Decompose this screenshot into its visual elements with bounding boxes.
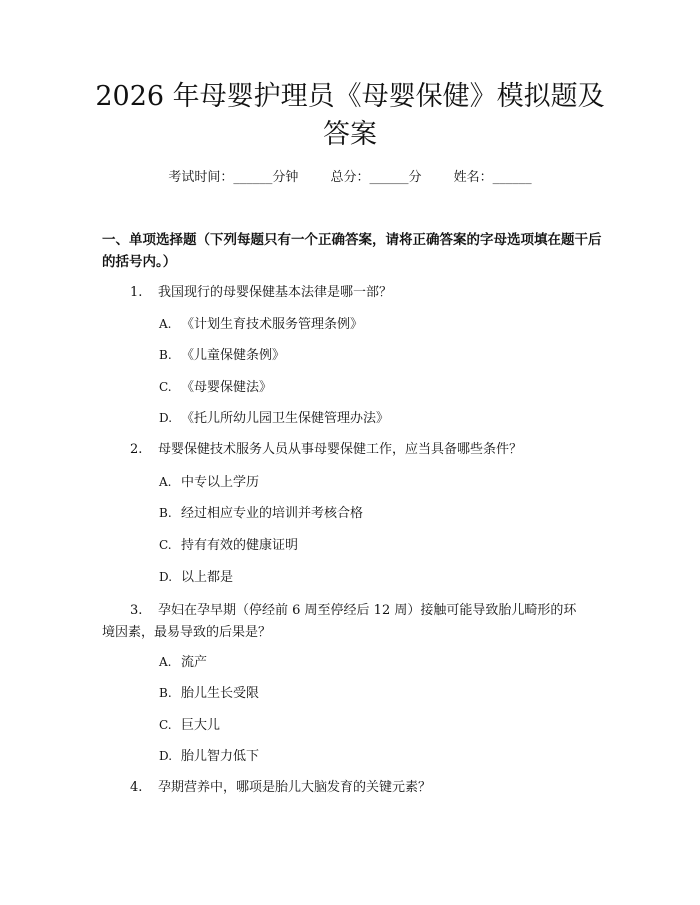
option-text: 胎儿生长受限	[181, 686, 260, 701]
option-3b	[159, 683, 599, 704]
option-text: 《计划生育技术服务管理条例》	[181, 317, 364, 332]
question-text: 孕期营养中，哪项是胎儿大脑发育的关键元素？	[158, 780, 432, 795]
question-text: 我国现行的母婴保健基本法律是哪一部？	[158, 285, 393, 300]
name-field: 姓名：______	[453, 170, 532, 185]
question-2	[130, 439, 610, 461]
question-number: 1.	[130, 285, 143, 300]
option-text: 《母婴保健法》	[181, 380, 273, 395]
question-text: 母婴保健技术服务人员从事母婴保健工作，应当具备哪些条件？	[158, 442, 523, 457]
question-1	[130, 282, 610, 304]
question-number: 2.	[130, 442, 143, 457]
option-letter: B.	[159, 506, 172, 520]
option-3d	[159, 746, 599, 767]
option-2b	[159, 503, 599, 524]
question-4	[130, 777, 610, 799]
option-1b	[159, 345, 599, 366]
option-text: 流产	[181, 655, 208, 670]
option-2c	[159, 535, 599, 556]
option-letter: D.	[159, 570, 173, 584]
option-letter: A.	[159, 475, 172, 489]
question-3-line1	[130, 600, 610, 622]
option-text: 经过相应专业的培训并考核合格	[181, 506, 364, 521]
option-1a	[159, 314, 599, 335]
option-text: 巨大儿	[181, 718, 221, 733]
exam-time-field: 考试时间：______分钟	[168, 170, 299, 185]
exam-meta	[0, 168, 700, 188]
section-heading-single-choice: 一、单项选择题（下列每题只有一个正确答案，请将正确答案的字母选项填在题干后的括号内。）	[102, 232, 602, 270]
option-text: 中专以上学历	[181, 475, 260, 490]
option-3a	[159, 652, 599, 673]
option-text: 胎儿智力低下	[181, 749, 260, 764]
option-letter: A.	[159, 317, 172, 331]
option-text: 《儿童保健条例》	[181, 348, 286, 363]
question-text: 孕妇在孕早期（停经前 6 周至停经后 12 周）接触可能导致胎儿畸形的环	[158, 603, 577, 618]
option-letter: B.	[159, 686, 172, 700]
option-text: 持有有效的健康证明	[181, 538, 299, 553]
option-2d	[159, 567, 599, 588]
option-letter: D.	[159, 749, 173, 763]
total-score-field: 总分：______分	[330, 170, 422, 185]
option-letter: A.	[159, 655, 172, 669]
option-letter: C.	[159, 380, 172, 394]
option-text: 以上都是	[181, 570, 234, 585]
option-1c	[159, 377, 599, 398]
question-3-line2: 境因素，最易导致的后果是？	[102, 625, 272, 640]
option-letter: C.	[159, 538, 172, 552]
option-letter: B.	[159, 348, 172, 362]
option-letter: D.	[159, 411, 173, 425]
option-3c	[159, 715, 599, 736]
option-2a	[159, 472, 599, 493]
option-text: 《托儿所幼儿园卫生保健管理办法》	[181, 411, 390, 426]
option-letter: C.	[159, 718, 172, 732]
question-number: 3.	[130, 603, 143, 618]
option-1d	[159, 408, 599, 429]
question-number: 4.	[130, 780, 143, 795]
page-title: 2026 年母婴护理员《母婴保健》模拟题及答案	[95, 81, 605, 150]
